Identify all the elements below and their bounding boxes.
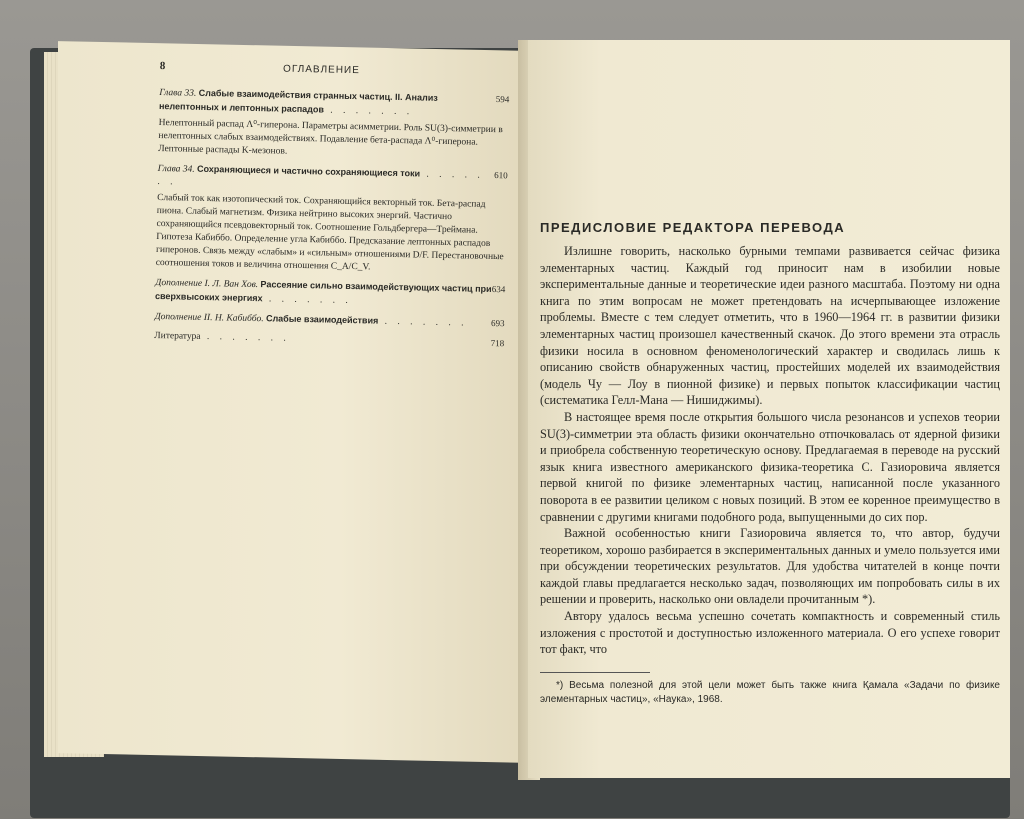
toc-entry [156, 162, 508, 277]
preface-paragraph: В настоящее время после открытия большого числа резонансов и успехов теории SU(3)-симметрии эта область физики окончательно отпочковалась от ядерной физики и приобрела собственную теоретическую основу. Предлагаемая в переводе на русский язык книга известного американского физика-теоретика С. Газиоровича является первой книгой по физике элементарных частиц, написанной после указанного поворота в ее развитии целиком с новых позиций. В этом ее коренное преимущество в сравнении с другими книгами подобного рода, выпущенными до сих пор. [540, 409, 1000, 524]
toc-entry-title [154, 330, 504, 350]
preface-body [540, 243, 1000, 658]
footnote: *) Весьма полезной для этой цели может быть также книга Қамала «Задачи по физике элементарных частиц», «Наука», 1968. [540, 679, 1000, 705]
preface-paragraph: Автору удалось весьма успешно сочетать компактность и современный стиль изложения с простотой и доступностью изложенного материала. О его успехе говорит тот факт, что [540, 609, 1000, 657]
toc-page-number: 693 [490, 317, 505, 329]
left-page-number: 8 [159, 60, 166, 73]
toc-entry [154, 310, 504, 331]
toc-page-number: 718 [490, 337, 505, 349]
toc-entry-title [159, 86, 510, 121]
toc-entry-name: Сохраняющиеся и частично сохраняющиеся токи [196, 163, 421, 179]
toc-entry-description: Нелептонный распад Λ⁰-гиперона. Параметры асимметрии. Роль SU(3)-симметрии в нелептонных слабых взаимодействиях. Подавление бета-распада Λ⁰-гиперона. Лептонные распады K-мезонов. [158, 117, 503, 157]
toc-entry-author: Л. Ван Хов. [212, 279, 261, 291]
toc-entry-author: Н. Кабиббо. [214, 313, 267, 325]
toc-entry-name: Рассеяние сильно взаимодействующих частиц при сверхвысоких энергиях [154, 279, 492, 304]
toc-entry-name: Слабые взаимодействия [265, 313, 379, 326]
toc-entry-title [154, 310, 504, 331]
toc-entry [155, 276, 506, 311]
toc-page-number: 634 [491, 283, 506, 295]
toc-entry-description: Слабый ток как изотопический ток. Сохраняющийся векторный ток. Бета-распад пиона. Слабый магнетизм. Физика нейтрино высоких энергий. Частично сохраняющийся псевдовекторный ток. Соотношение Гольдбергера—Треймана. Гипотеза Кабиббо. Определение угла Кабиббо. Предсказание лептонных распадов гиперонов. Связь между «слабым» и «сильным» отношениями D/F. Перестановочные соотношения токов и величина отношения C_A/C_V. [155, 192, 504, 273]
toc-entry-label: Глава 34. [157, 163, 198, 175]
toc-entry [158, 86, 509, 163]
running-head: ОГЛАВЛЕНИЕ [282, 63, 360, 77]
footnote-rule [540, 672, 650, 673]
preface-paragraph: Излишне говорить, насколько бурными темпами развивается сейчас физика элементарных частиц. Каждый год приносит нам в изобилии новые экспериментальные данные и теоретические идеи разного масштаба. Поэтому ни одна книга по этим вопросам не может претендовать на исчерпывающее изложение проблемы. Вместе с тем следует отметить, что в 1960—1964 гг. в развитии физики элементарных частиц произошел качественный скачок. До этого времени эта отрасль физики носила в основном феноменологический характер и сводилась лишь к описанию свойств обнаруженных частиц, простейших моделей их взаимодействия (модель Чу — Лоу в пионной физике) и первых попыток классификации частиц (систематика Гелл-Мана — Нишиджимы). [540, 244, 1000, 408]
toc-leaders: . . . . . . . [200, 331, 290, 344]
toc-leaders: . . . . . . . [323, 105, 414, 118]
preface-paragraph: Важной особенностью книги Газиоровича является то, что автор, будучи теоретиком, хорошо разбирается в экспериментальных данных и умело пользуется ими при обсуждении теоретических результатов. Для удобства читателей в конце почти каждой главы предлагается несколько задач, позволяющих им попробовать силы в их решении и проверить, насколько они овладели прочитанным *). [540, 526, 1000, 607]
toc-leaders: . . . . . . . [157, 169, 484, 188]
preface [540, 60, 1000, 707]
toc-entry-name: Литература [154, 330, 201, 342]
toc-entry-label: Глава 33. [159, 87, 199, 99]
toc-leaders: . . . . . . . [262, 294, 352, 307]
toc-entry-title [155, 276, 506, 311]
toc-list [154, 86, 509, 350]
toc-page-number: 610 [494, 170, 508, 181]
table-of-contents [154, 60, 510, 356]
bleed-through-text [540, 60, 1000, 200]
toc-entry-name: Слабые взаимодействия странных частиц. II. Анализ нелептонных и лептонных распадов [158, 87, 438, 115]
toc-entry-label: Дополнение I. [155, 277, 213, 290]
toc-page-number: 594 [495, 94, 510, 105]
toc-entry-label: Дополнение II. [154, 311, 215, 324]
toc-leaders: . . . . . . . [378, 316, 468, 329]
toc-entry [154, 330, 504, 350]
toc-entry-title [157, 162, 507, 196]
preface-heading: ПРЕДИСЛОВИЕ РЕДАКТОРА ПЕРЕВОДА [540, 220, 846, 235]
